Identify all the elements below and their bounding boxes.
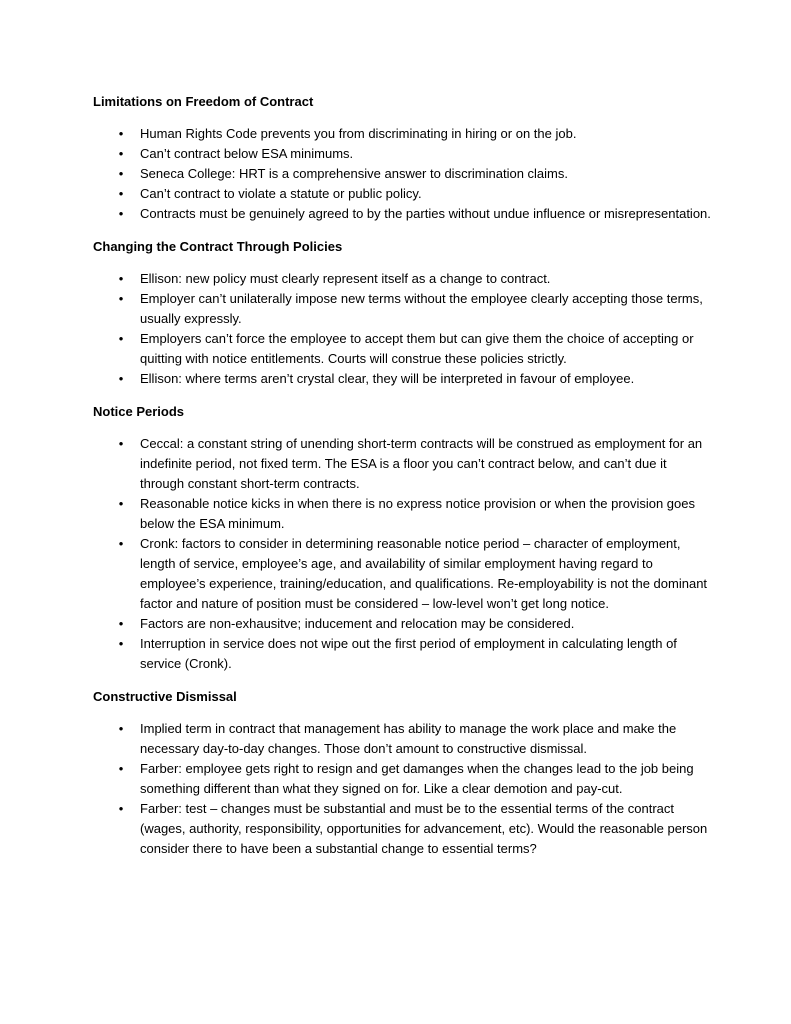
section-heading: Changing the Contract Through Policies <box>93 239 343 254</box>
bullet-text: Interruption in service does not wipe out the first period of employment in calculating length of service (Cronk). <box>140 636 677 671</box>
list-item <box>93 534 713 614</box>
bullet-text: Ellison: where terms aren’t crystal clear, they will be interpreted in favour of employee. <box>140 371 635 386</box>
bullet-icon: • <box>118 761 124 776</box>
list-item <box>93 369 713 389</box>
bullet-list <box>93 719 713 859</box>
section-heading: Limitations on Freedom of Contract <box>93 94 314 109</box>
bullet-text: Factors are non-exhausitve; inducement and relocation may be considered. <box>140 616 575 631</box>
list-item <box>93 124 713 144</box>
section-limitations <box>93 93 713 224</box>
list-item <box>93 434 713 494</box>
bullet-icon: • <box>118 331 124 346</box>
bullet-text: Seneca College: HRT is a comprehensive answer to discrimination claims. <box>140 166 568 181</box>
bullet-icon: • <box>118 801 124 816</box>
bullet-icon: • <box>118 616 124 631</box>
bullet-icon: • <box>118 291 124 306</box>
bullet-list <box>93 269 713 389</box>
bullet-text: Ceccal: a constant string of unending short-term contracts will be construed as employment for an indefinite period, not fixed term. The ESA is a floor you can’t contract below, and can’t due it through constant short-term contracts. <box>140 436 703 491</box>
bullet-icon: • <box>118 146 124 161</box>
bullet-icon: • <box>118 206 124 221</box>
bullet-text: Reasonable notice kicks in when there is no express notice provision or when the provision goes below the ESA minimum. <box>140 496 695 531</box>
list-item <box>93 289 713 329</box>
section-heading: Constructive Dismissal <box>93 689 237 704</box>
bullet-text: Contracts must be genuinely agreed to by the parties without undue influence or misrepresentation. <box>140 206 711 221</box>
bullet-icon: • <box>118 271 124 286</box>
bullet-text: Human Rights Code prevents you from discriminating in hiring or on the job. <box>140 126 577 141</box>
bullet-icon: • <box>118 371 124 386</box>
list-item <box>93 329 713 369</box>
bullet-text: Farber: test – changes must be substantial and must be to the essential terms of the contract (wages, authority, responsibility, opportunities for advancement, etc). Would the reasonable person consider there to have been a substantial change to essential terms? <box>140 801 708 856</box>
section-heading: Notice Periods <box>93 404 185 419</box>
bullet-icon: • <box>118 166 124 181</box>
bullet-text: Ellison: new policy must clearly represent itself as a change to contract. <box>140 271 551 286</box>
bullet-icon: • <box>118 436 124 451</box>
list-item <box>93 634 713 674</box>
bullet-text: Employers can’t force the employee to accept them but can give them the choice of accepting or quitting with notice entitlements. Courts will construe these policies strictly. <box>140 331 694 366</box>
bullet-text: Employer can’t unilaterally impose new terms without the employee clearly accepting those terms, usually expressly. <box>140 291 703 326</box>
list-item <box>93 184 713 204</box>
bullet-text: Can’t contract below ESA minimums. <box>140 146 354 161</box>
section-changing-contract <box>93 238 713 389</box>
section-notice-periods <box>93 403 713 674</box>
bullet-icon: • <box>118 126 124 141</box>
list-item <box>93 269 713 289</box>
bullet-text: Can’t contract to violate a statute or public policy. <box>140 186 422 201</box>
section-constructive-dismissal <box>93 688 713 859</box>
list-item <box>93 494 713 534</box>
bullet-icon: • <box>118 536 124 551</box>
bullet-list <box>93 124 713 224</box>
bullet-icon: • <box>118 721 124 736</box>
list-item <box>93 614 713 634</box>
bullet-list <box>93 434 713 674</box>
bullet-icon: • <box>118 636 124 651</box>
document-page <box>93 93 713 873</box>
bullet-icon: • <box>118 186 124 201</box>
bullet-text: Cronk: factors to consider in determining reasonable notice period – character of employment, length of service, employee’s age, and availability of similar employment having regard to employee’s experience, training/education, and qualifications. Re-employability is not the dominant factor and nature of position must be considered – low-level won’t get long notice. <box>140 536 708 611</box>
bullet-text: Farber: employee gets right to resign and get damanges when the changes lead to the job being something different than what they signed on for. Like a clear demotion and pay-cut. <box>140 761 694 796</box>
list-item <box>93 799 713 859</box>
bullet-text: Implied term in contract that management has ability to manage the work place and make the necessary day-to-day changes. Those don’t amount to constructive dismissal. <box>140 721 677 756</box>
list-item <box>93 719 713 759</box>
list-item <box>93 759 713 799</box>
list-item <box>93 144 713 164</box>
list-item <box>93 204 713 224</box>
list-item <box>93 164 713 184</box>
bullet-icon: • <box>118 496 124 511</box>
